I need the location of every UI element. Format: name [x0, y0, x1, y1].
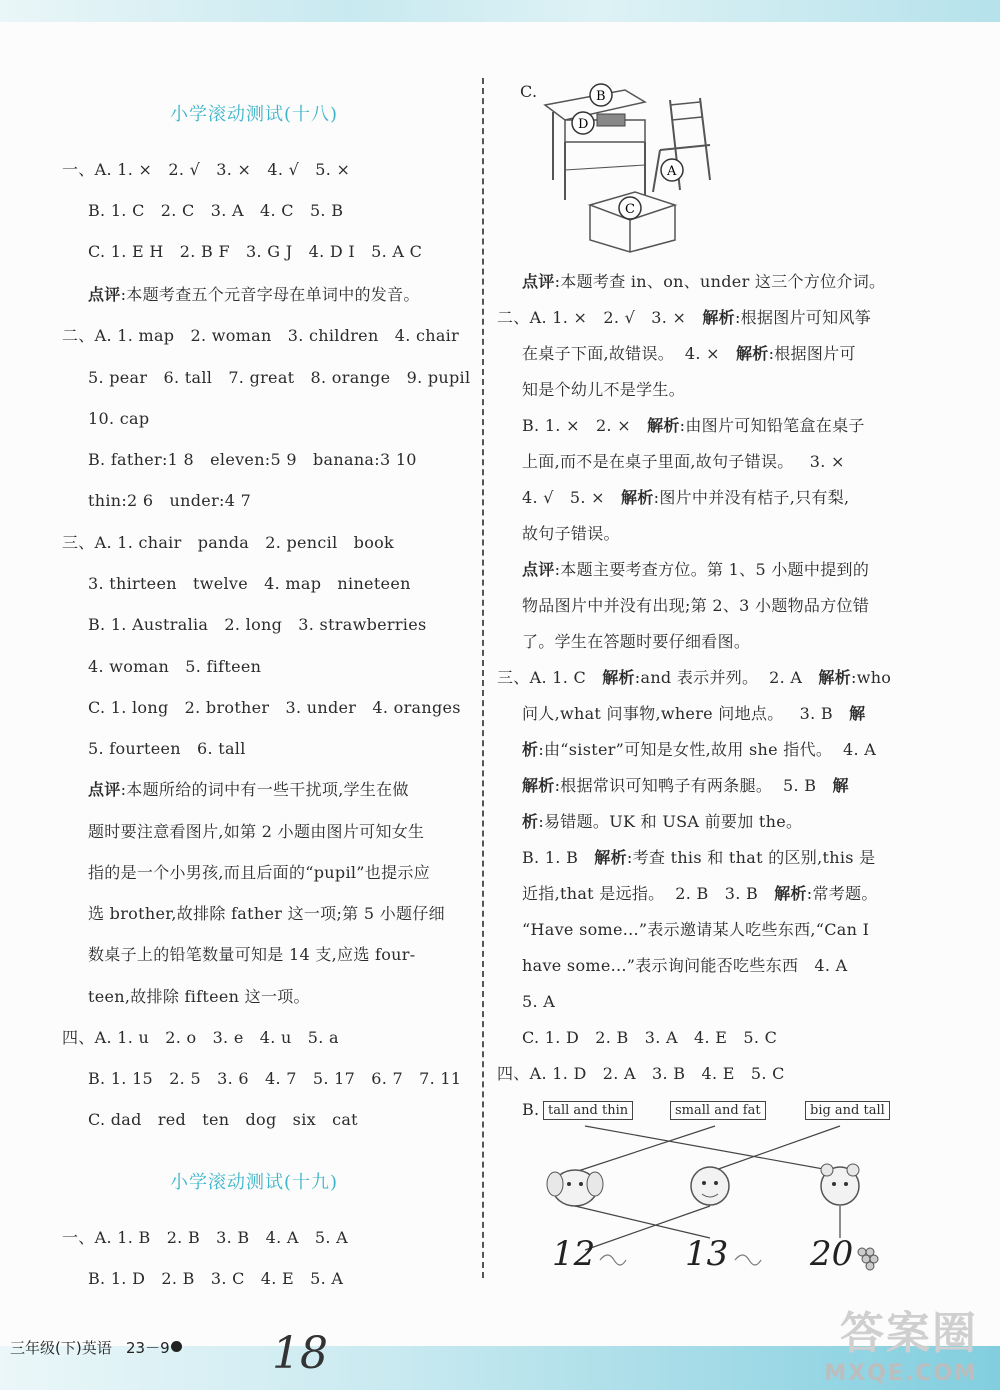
section-title-18: 小学滚动测试(十八): [170, 104, 339, 125]
comment-text: :本题所给的词中有一些干扰项,学生在做: [120, 780, 409, 799]
answer-line: 析:由“sister”可知是女性,故用 she 指代。 4. A: [522, 740, 877, 759]
watermark-big-text: 答案圈: [840, 1308, 978, 1359]
comment-line: 数桌子上的铅笔数量可知是 14 支,应选 four-: [88, 945, 416, 964]
answer-line: 四、A. 1. D 2. A 3. B 4. E 5. C: [497, 1064, 785, 1083]
answer-line: C. dad red ten dog six cat: [88, 1110, 358, 1129]
answer-line: “Have some...”表示邀请某人吃些东西,“Can I: [522, 920, 870, 939]
answer-line: thin:2 6 under:4 7: [88, 491, 252, 510]
answer-line: 4. √ 5. × 解析:图片中并没有桔子,只有梨,: [522, 488, 850, 507]
comment-line: 选 brother,故排除 father 这一项;第 5 小题仔细: [88, 904, 445, 923]
comment-label: 点评: [522, 560, 555, 579]
answer-line: 知是个幼儿不是学生。: [522, 380, 686, 399]
answer-line: 故句子错误。: [522, 524, 620, 543]
answer-line: 4. woman 5. fifteen: [88, 657, 262, 676]
comment-text: :本题主要考查方位。第 1、5 小题中提到的: [554, 560, 870, 579]
answer-line: 近指,that 是远指。 2. B 3. B 解析:常考题。: [522, 884, 878, 903]
comment-line: 指的是一个小男孩,而且后面的“pupil”也提示应: [88, 863, 430, 882]
answer-line: 三、A. 1. chair panda 2. pencil book: [62, 533, 395, 552]
footer-grade-label: 三年级(下)英语 23－9: [10, 1339, 170, 1357]
answer-line: 5. pear 6. tall 7. great 8. orange 9. pupil: [88, 368, 471, 387]
picture-c-label: C.: [520, 82, 538, 101]
answer-line: C. 1. D 2. B 3. A 4. E 5. C: [522, 1028, 778, 1047]
answer-line: 析:易错题。UK 和 USA 前要加 the。: [522, 812, 803, 831]
answer-line: 5. A: [522, 992, 556, 1011]
match-number-20: 20: [810, 1234, 854, 1274]
comment-line: teen,故排除 fifteen 这一项。: [88, 987, 310, 1006]
comment-line: 了。学生在答题时要仔细看图。: [522, 632, 751, 651]
answer-line: C. 1. long 2. brother 3. under 4. oranges: [88, 698, 461, 717]
matching-diagram: [540, 1120, 900, 1290]
monkey-icon: [691, 1167, 729, 1205]
answer-line: C. 1. E H 2. B F 3. G J 4. D I 5. A C: [88, 242, 423, 261]
comment-label: 点评: [88, 780, 121, 799]
answer-line: B. 1. 15 2. 5 3. 6 4. 7 5. 17 6. 7 7. 11: [88, 1069, 462, 1088]
comment-line: 题时要注意看图片,如第 2 小题由图片可知女生: [88, 822, 425, 841]
answer-line: 3. thirteen twelve 4. map nineteen: [88, 574, 411, 593]
pic-label-d: D: [578, 117, 589, 132]
answer-line: 解析:根据常识可知鸭子有两条腿。 5. B 解: [522, 776, 849, 795]
comment-line: [522, 272, 885, 292]
answer-line: B. father:1 8 eleven:5 9 banana:3 10: [88, 450, 417, 469]
classroom-picture: [535, 80, 735, 255]
watermark-url: MXQE.COM: [824, 1361, 978, 1386]
grapes-icon: [858, 1248, 878, 1270]
comment-line: [522, 560, 869, 580]
answer-line: 二、A. 1. map 2. woman 3. children 4. chair: [62, 326, 460, 345]
answer-line: have some...”表示询问能否吃些东西 4. A: [522, 956, 848, 975]
section-title-19: 小学滚动测试(十九): [170, 1172, 339, 1193]
answer-line: 上面,而不是在桌子里面,故句子错误。 3. ×: [522, 452, 845, 471]
answer-line: 10. cap: [88, 409, 150, 428]
match-label-big-tall: big and tall: [805, 1101, 890, 1120]
pic-label-b: B: [596, 89, 606, 104]
elephant-icon: [547, 1170, 603, 1206]
answer-line: B. 1. B 解析:考查 this 和 that 的区别,this 是: [522, 848, 876, 867]
answer-line: 三、A. 1. C 解析:and 表示并列。 2. A 解析:who: [497, 668, 892, 687]
match-label-small-fat: small and fat: [670, 1101, 766, 1120]
footer-bullet-icon: [171, 1341, 182, 1352]
match-b-label: B.: [522, 1100, 540, 1119]
comment-text: :本题考查 in、on、under 这三个方位介词。: [554, 272, 886, 291]
answer-line: B. 1. Australia 2. long 3. strawberries: [88, 615, 427, 634]
food-sketch-icon: [735, 1255, 761, 1265]
answer-line: 四、A. 1. u 2. o 3. e 4. u 5. a: [62, 1028, 339, 1047]
pic-label-c: C: [625, 202, 635, 217]
comment-label: 点评: [522, 272, 555, 291]
match-number-12: 12: [552, 1234, 596, 1274]
answer-line: B. 1. D 2. B 3. C 4. E 5. A: [88, 1269, 344, 1288]
comment-line: [88, 285, 420, 305]
comment-line: 物品图片中并没有出现;第 2、3 小题物品方位错: [522, 596, 870, 615]
comment-label: 点评: [88, 285, 121, 304]
answer-line: 一、A. 1. B 2. B 3. B 4. A 5. A: [62, 1228, 348, 1247]
watermark-logo: [824, 1297, 978, 1386]
pic-label-a: A: [667, 164, 677, 179]
answer-line: 一、A. 1. × 2. √ 3. × 4. √ 5. ×: [62, 160, 351, 179]
answer-line: 在桌子下面,故错误。 4. × 解析:根据图片可: [522, 344, 856, 363]
handwritten-page-number: 18: [272, 1328, 328, 1379]
answer-line: 问人,what 问事物,where 问地点。 3. B 解: [522, 704, 866, 723]
answer-line: 5. fourteen 6. tall: [88, 739, 246, 758]
answer-line: 二、A. 1. × 2. √ 3. × 解析:根据图片可知风筝: [497, 308, 872, 327]
column-divider: [482, 78, 484, 1278]
answer-line: B. 1. C 2. C 3. A 4. C 5. B: [88, 201, 344, 220]
top-color-band: [0, 0, 1000, 22]
bear-icon: [821, 1164, 859, 1205]
food-sketch-icon: [600, 1255, 626, 1265]
answer-line: B. 1. × 2. × 解析:由图片可知铅笔盒在桌子: [522, 416, 865, 435]
match-label-tall-thin: tall and thin: [543, 1101, 633, 1120]
match-number-13: 13: [685, 1234, 729, 1274]
comment-text: :本题考查五个元音字母在单词中的发音。: [120, 285, 420, 304]
comment-line: [88, 780, 409, 800]
